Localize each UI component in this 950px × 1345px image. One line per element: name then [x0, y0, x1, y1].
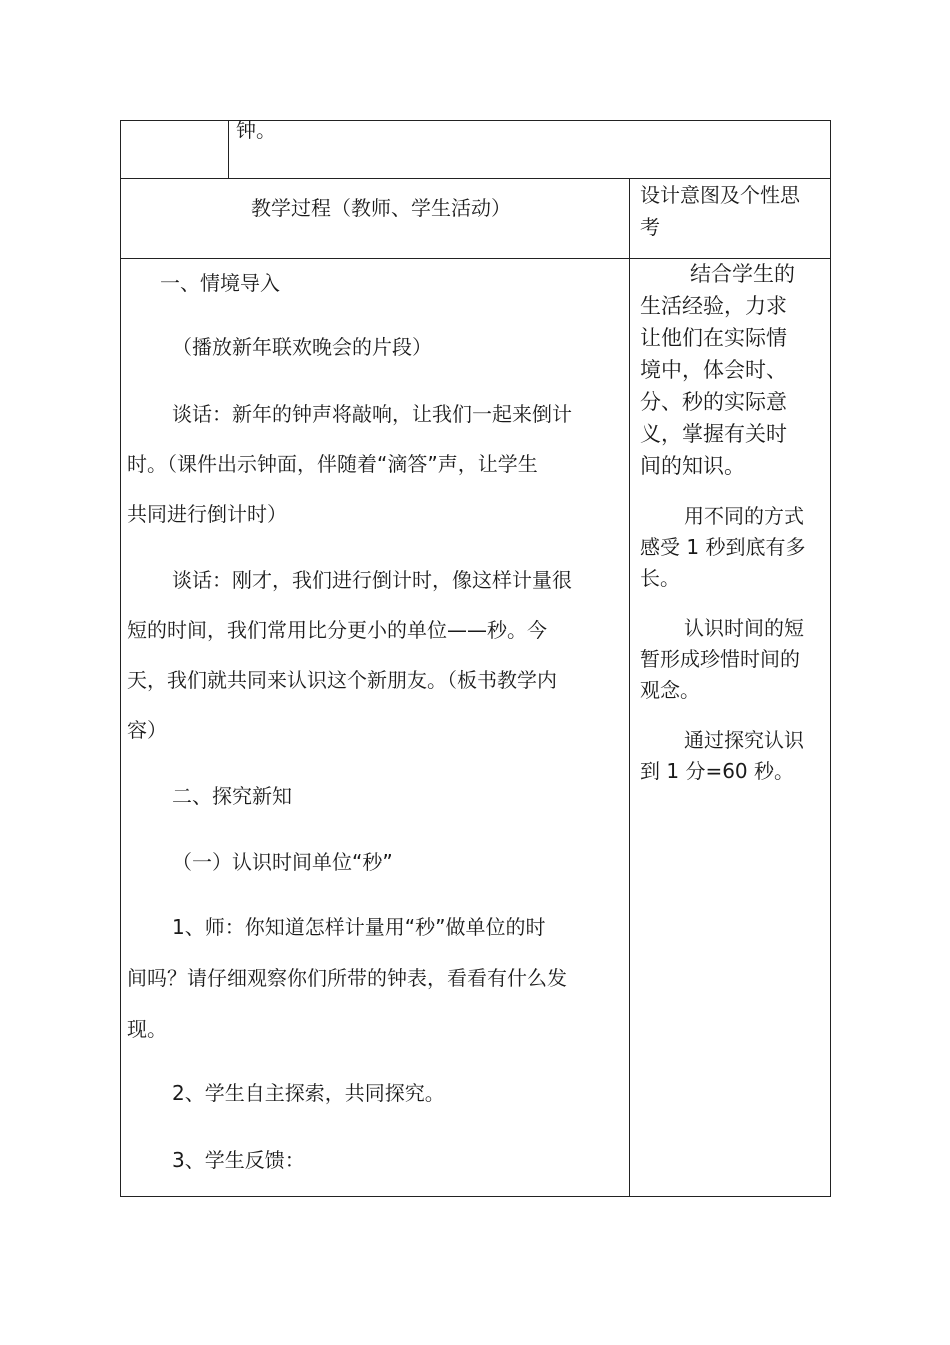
- paragraph-line: 2、学生自主探索，共同探究。: [172, 1081, 445, 1105]
- table-border-left: [120, 120, 121, 1197]
- top-row-text: 钟。: [236, 118, 276, 142]
- table-border-top: [120, 120, 831, 121]
- table-border-row1: [120, 178, 831, 179]
- design-note-line: 到 1 分=60 秒。: [640, 759, 795, 783]
- paragraph-line: 短的时间，我们常用比分更小的单位——秒。今: [127, 618, 547, 642]
- paragraph-line: 容）: [127, 718, 167, 742]
- design-note-line: 认识时间的短: [684, 616, 804, 640]
- design-note-line: 暂形成珍惜时间的: [640, 647, 800, 671]
- paragraph-line: 间吗？请仔细观察你们所带的钟表，看看有什么发: [127, 966, 567, 990]
- paragraph-line: 1、师：你知道怎样计量用“秒”做单位的时: [172, 915, 546, 939]
- paragraph-line: 谈话：刚才，我们进行倒计时，像这样计量很: [172, 568, 572, 592]
- section-heading: 二、探究新知: [172, 784, 292, 808]
- design-note-line: 让他们在实际情: [640, 326, 787, 350]
- table-border-row2: [120, 258, 831, 259]
- design-note-line: 结合学生的: [690, 262, 795, 286]
- design-note-line: 分、秒的实际意: [640, 390, 787, 414]
- paragraph-line: 现。: [127, 1017, 167, 1041]
- design-note-line: 用不同的方式: [684, 504, 804, 528]
- design-note-line: 境中，体会时、: [640, 358, 787, 382]
- paragraph-line: 天，我们就共同来认识这个新朋友。（板书教学内: [127, 668, 557, 692]
- design-note-line: 间的知识。: [640, 454, 745, 478]
- table-border-topcell-divider: [228, 120, 229, 178]
- table-border-right: [830, 120, 831, 1197]
- subsection-heading: （一）认识时间单位“秒”: [172, 850, 393, 874]
- paragraph-line: 共同进行倒计时）: [127, 502, 287, 526]
- design-note-line: 长。: [640, 566, 680, 590]
- design-note-line: 生活经验，力求: [640, 294, 787, 318]
- design-note-line: 通过探究认识: [684, 728, 804, 752]
- paragraph-line: 谈话：新年的钟声将敲响，让我们一起来倒计: [172, 402, 572, 426]
- header-design-intent-line2: 考: [640, 215, 660, 239]
- table-border-column-divider: [629, 178, 630, 1197]
- paragraph-line: 3、学生反馈：: [172, 1148, 305, 1172]
- header-design-intent-line1: 设计意图及个性思: [640, 183, 800, 207]
- paragraph-line: （播放新年联欢晚会的片段）: [172, 335, 432, 359]
- design-note-line: 感受 1 秒到底有多: [640, 535, 806, 559]
- paragraph-line: 时。（课件出示钟面，伴随着“滴答”声，让学生: [127, 452, 538, 476]
- design-note-line: 观念。: [640, 678, 700, 702]
- table-border-bottom: [120, 1196, 831, 1197]
- header-teaching-process: 教学过程（教师、学生活动）: [251, 196, 511, 220]
- section-heading: 一、情境导入: [160, 271, 280, 295]
- design-note-line: 义，掌握有关时: [640, 422, 787, 446]
